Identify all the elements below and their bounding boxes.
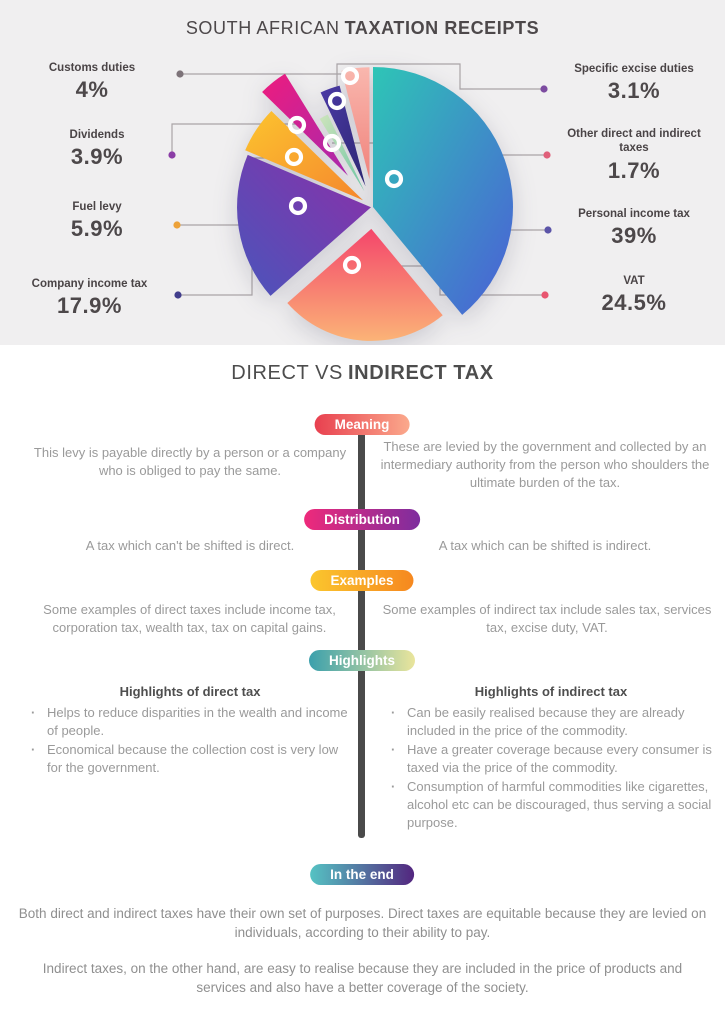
distribution-indirect-text: A tax which can be shifted is indirect. xyxy=(438,538,652,553)
label-fuel-levy xyxy=(17,200,177,242)
label-customs-duties-value: 4% xyxy=(75,77,109,103)
highlights-indirect-heading: Highlights of indirect tax xyxy=(474,684,628,699)
pie-slices xyxy=(237,67,513,341)
comparison-title xyxy=(0,362,725,385)
label-dividends xyxy=(17,128,177,170)
pill-distribution: Distribution xyxy=(304,509,420,530)
callout-dot-customs-duties xyxy=(176,70,183,77)
timeline-bar xyxy=(358,420,365,838)
label-vat xyxy=(549,274,719,316)
meaning-indirect-text: These are levied by the government and collected by an intermediary authority from the person who shoulders the ultimate burden of the tax. xyxy=(380,439,710,490)
conclusion-block xyxy=(18,905,707,1015)
label-personal-income-tax xyxy=(549,207,719,249)
conclusion-paragraph-2: Indirect taxes, on the other hand, are easy to realise because they are included in the price of products and services and also have a better coverage of the society. xyxy=(42,960,683,995)
label-company-income-tax xyxy=(2,277,177,319)
list-item: · Consumption of harmful commodities like cigarettes, alcohol etc can be discouraged, thus serving a social purpose. xyxy=(385,778,717,832)
list-item: · Can be easily realised because they are already included in the price of the commodity. xyxy=(385,704,717,740)
label-personal-income-tax-name: Personal income tax xyxy=(578,208,690,220)
label-customs-duties xyxy=(12,61,172,103)
label-specific-excise-duties-value: 3.1% xyxy=(607,78,661,104)
pill-in-the-end: In the end xyxy=(310,864,414,885)
highlights-indirect-list xyxy=(385,704,717,832)
distribution-direct-text: A tax which can't be shifted is direct. xyxy=(85,538,295,553)
label-dividends-name: Dividends xyxy=(69,129,125,141)
label-vat-value: 24.5% xyxy=(601,290,667,316)
highlights-direct-heading: Highlights of direct tax xyxy=(119,684,261,699)
list-item: · Helps to reduce disparities in the wealth and income of people. xyxy=(25,704,355,740)
label-other-taxes-name: Other direct and indirect taxes xyxy=(567,128,701,155)
callout-dot-vat xyxy=(541,291,548,298)
list-item: · Economical because the collection cost is very low for the government. xyxy=(25,741,355,777)
list-item: · Have a greater coverage because every consumer is taxed via the price of the commodity. xyxy=(385,741,717,777)
examples-direct-text: Some examples of direct taxes include income tax, corporation tax, wealth tax, tax on capital gains. xyxy=(43,602,336,635)
label-vat-name: VAT xyxy=(623,275,645,287)
label-fuel-levy-name: Fuel levy xyxy=(72,201,122,213)
label-dividends-value: 3.9% xyxy=(70,144,124,170)
highlights-direct-block xyxy=(25,683,355,778)
callout-dot-specific-excise-duties xyxy=(540,85,547,92)
callout-dot-other-direct-and-indirect-taxes xyxy=(543,151,550,158)
highlights-indirect-block xyxy=(385,683,717,833)
highlights-direct-list xyxy=(25,704,355,777)
label-customs-duties-name: Customs duties xyxy=(48,62,136,74)
label-other-taxes xyxy=(559,127,709,184)
conclusion-paragraph-1: Both direct and indirect taxes have their own set of purposes. Direct taxes are equitable because they are levied on individuals, according to their ability to pay. xyxy=(18,906,707,940)
examples-indirect-text: Some examples of indirect tax include sales tax, services tax, excise duty, VAT. xyxy=(382,602,712,635)
page-title-regular: SOUTH AFRICAN xyxy=(185,18,340,38)
page-title-bold: TAXATION RECEIPTS xyxy=(344,18,540,38)
label-personal-income-tax-value: 39% xyxy=(611,223,657,249)
label-specific-excise-duties-name: Specific excise duties xyxy=(574,63,694,75)
label-fuel-levy-value: 5.9% xyxy=(70,216,124,242)
pill-meaning: Meaning xyxy=(315,414,410,435)
comparison-title-regular: DIRECT VS xyxy=(231,362,343,384)
label-other-taxes-value: 1.7% xyxy=(607,157,661,183)
label-company-income-tax-name: Company income tax xyxy=(31,278,148,290)
comparison-title-bold: INDIRECT TAX xyxy=(348,362,494,384)
label-company-income-tax-value: 17.9% xyxy=(57,293,122,319)
pill-highlights: Highlights xyxy=(309,650,415,671)
label-specific-excise-duties xyxy=(549,62,719,104)
meaning-direct-text: This levy is payable directly by a person or a company who is obliged to pay the same. xyxy=(33,445,347,478)
pill-examples: Examples xyxy=(310,570,413,591)
